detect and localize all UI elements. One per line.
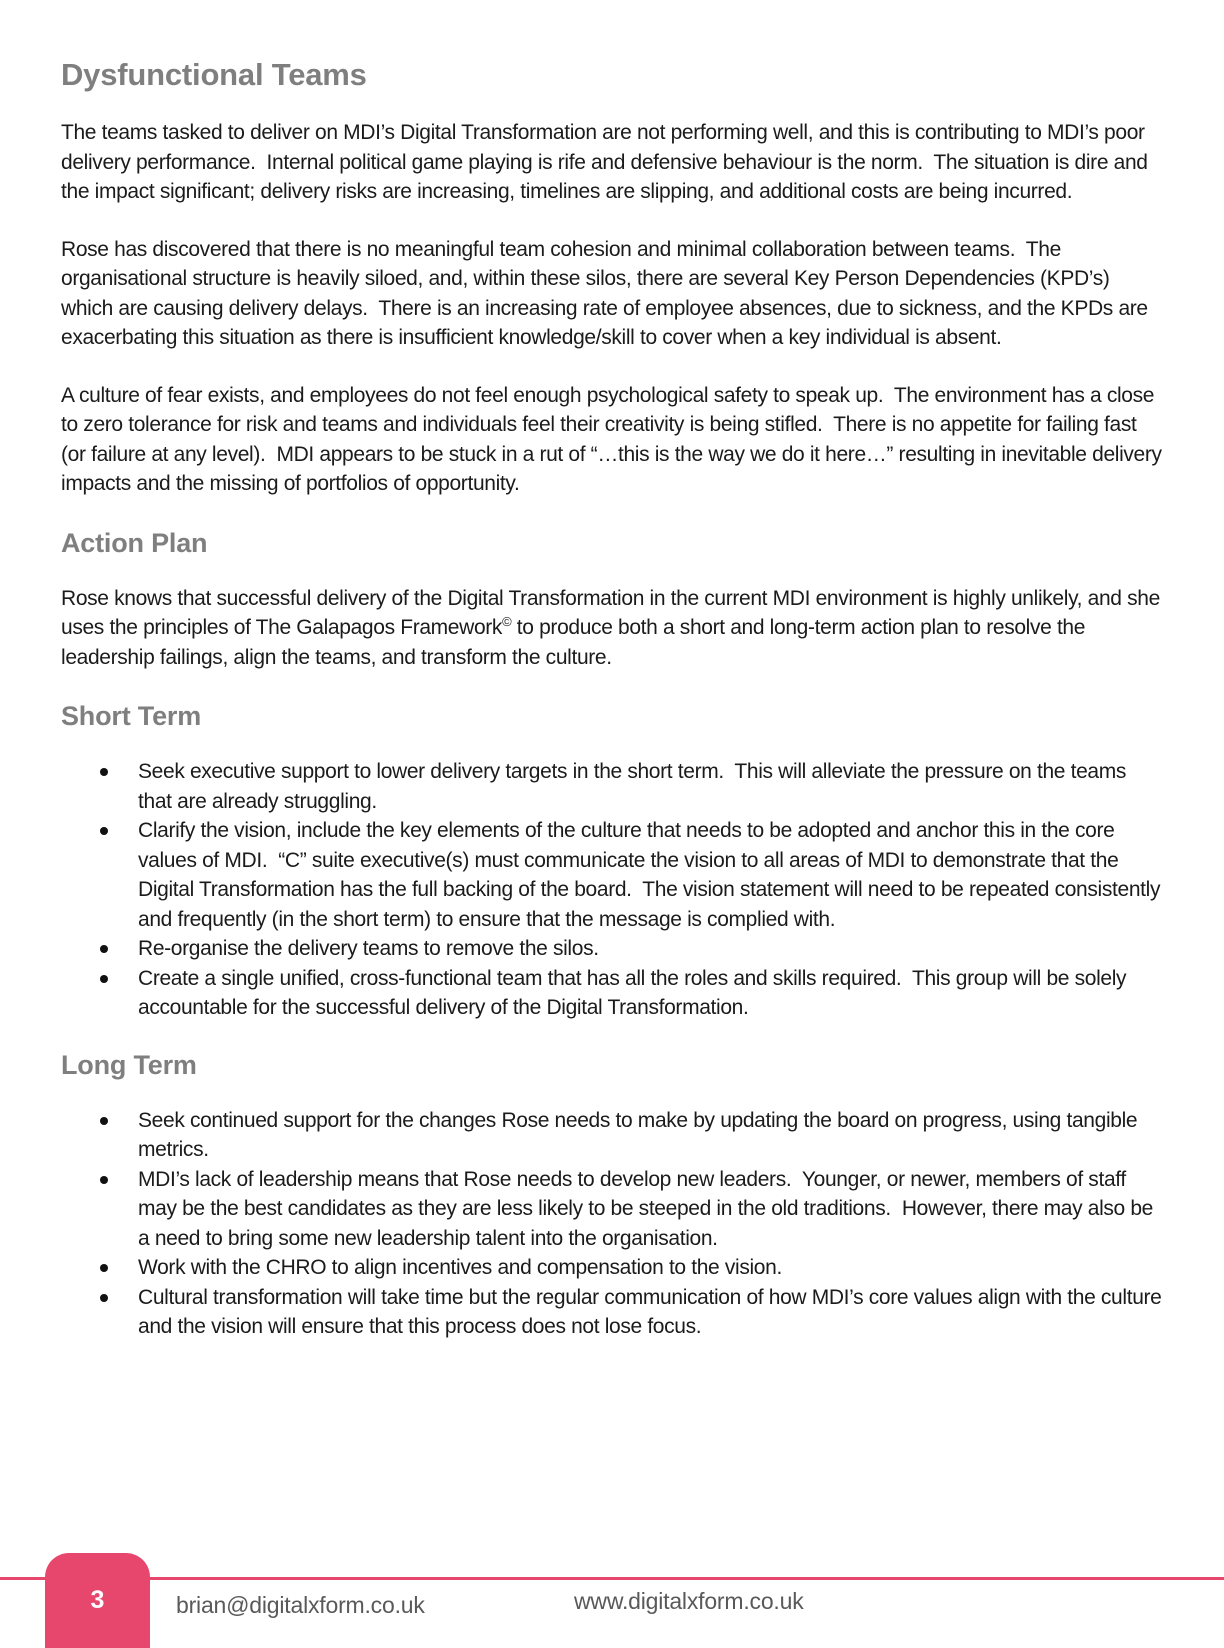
paragraph-action-plan [61, 584, 1165, 673]
paragraph-teams-performance: The teams tasked to deliver on MDI’s Digital Transformation are not performing well, and this is contributing to MDI’s poor delivery performance. Internal political game playing is rife and defensive behaviour is the norm. The situation is dire and the impact significant; delivery risks are increasing, timelines are slipping, and additional costs are being incurred. [61, 121, 1154, 203]
list-item-reorganise-teams: Re-organise the delivery teams to remove the silos. [100, 934, 1165, 964]
copyright-mark: © [502, 614, 512, 629]
section-heading-short-term: Short Term [61, 701, 202, 731]
text-run: to produce both a short and long-term action plan to resolve the leadership failings, align the teams, and transform the culture. [61, 616, 1091, 669]
page-number: 3 [90, 1586, 105, 1614]
section-heading-long-term: Long Term [61, 1049, 197, 1080]
footer-email: brian@digitalxform.co.uk [176, 1592, 425, 1618]
list-item-clarify-vision: Clarify the vision, include the key elements of the culture that needs to be adopted and anchor this in the core values of MDI. “C” suite executive(s) must communicate the vision to all areas of MDI to demonstrate that the Digital Transformation has the full backing of the board. The vision statement will need to be repeated consistently and frequently (in the short term) to ensure that the message is complied with. [100, 816, 1165, 934]
section-heading-dysfunctional-teams: Dysfunctional Teams [61, 57, 367, 92]
list-item-create-unified-team: Create a single unified, cross-functional team that has all the roles and skills required. This group will be solely accountable for the successful delivery of the Digital Transformation. [100, 964, 1165, 1023]
page-number-badge [45, 1553, 150, 1648]
paragraph-culture-of-fear: A culture of fear exists, and employees do not feel enough psychological safety to speak up. The environment has a close to zero tolerance for risk and teams and individuals feel their creativity is being stifled. There is no appetite for failing fast (or failure at any level). MDI appears to be stuck in a rut of “…this is the way we do it here…” resulting in inevitable delivery impacts and the missing of portfolios of opportunity. [61, 383, 1168, 495]
text-run: Rose knows that successful delivery of the Digital Transformation in the current MDI environment is highly unlikely, and she uses the principles of The Galapagos Framework [61, 586, 1166, 639]
section-heading-action-plan: Action Plan [61, 527, 208, 558]
long-term-list [61, 1106, 1165, 1342]
list-item-work-with-chro: Work with the CHRO to align incentives and compensation to the vision. [100, 1253, 1165, 1283]
list-item-cultural-transformation: Cultural transformation will take time but the regular communication of how MDI’s core values align with the culture and the vision will ensure that this process does not lose focus. [100, 1283, 1165, 1342]
list-item-lower-delivery-targets: Seek executive support to lower delivery targets in the short term. This will alleviate the pressure on the teams that are already struggling. [100, 757, 1165, 816]
footer-divider [0, 1577, 1224, 1580]
list-item-continued-support: Seek continued support for the changes Rose needs to make by updating the board on progress, using tangible metrics. [100, 1106, 1165, 1165]
footer-website: www.digitalxform.co.uk [574, 1588, 804, 1614]
list-item-develop-new-leaders: MDI’s lack of leadership means that Rose needs to develop new leaders. Younger, or newer, members of staff may be the best candidates as they are less likely to be steeped in the old traditions. However, there may also be a need to bring some new leadership talent into the organisation. [100, 1165, 1165, 1254]
paragraph-team-cohesion: Rose has discovered that there is no meaningful team cohesion and minimal collaboration between teams. The organisational structure is heavily siloed, and, within these silos, there are several Key Person Dependencies (KPD’s) which are causing delivery delays. There is an increasing rate of employee absences, due to sickness, and the KPDs are exacerbating this situation as there is insufficient knowledge/skill to cover when a key individual is absent. [61, 237, 1154, 349]
short-term-list [61, 757, 1165, 1023]
document-body [61, 56, 1168, 1346]
